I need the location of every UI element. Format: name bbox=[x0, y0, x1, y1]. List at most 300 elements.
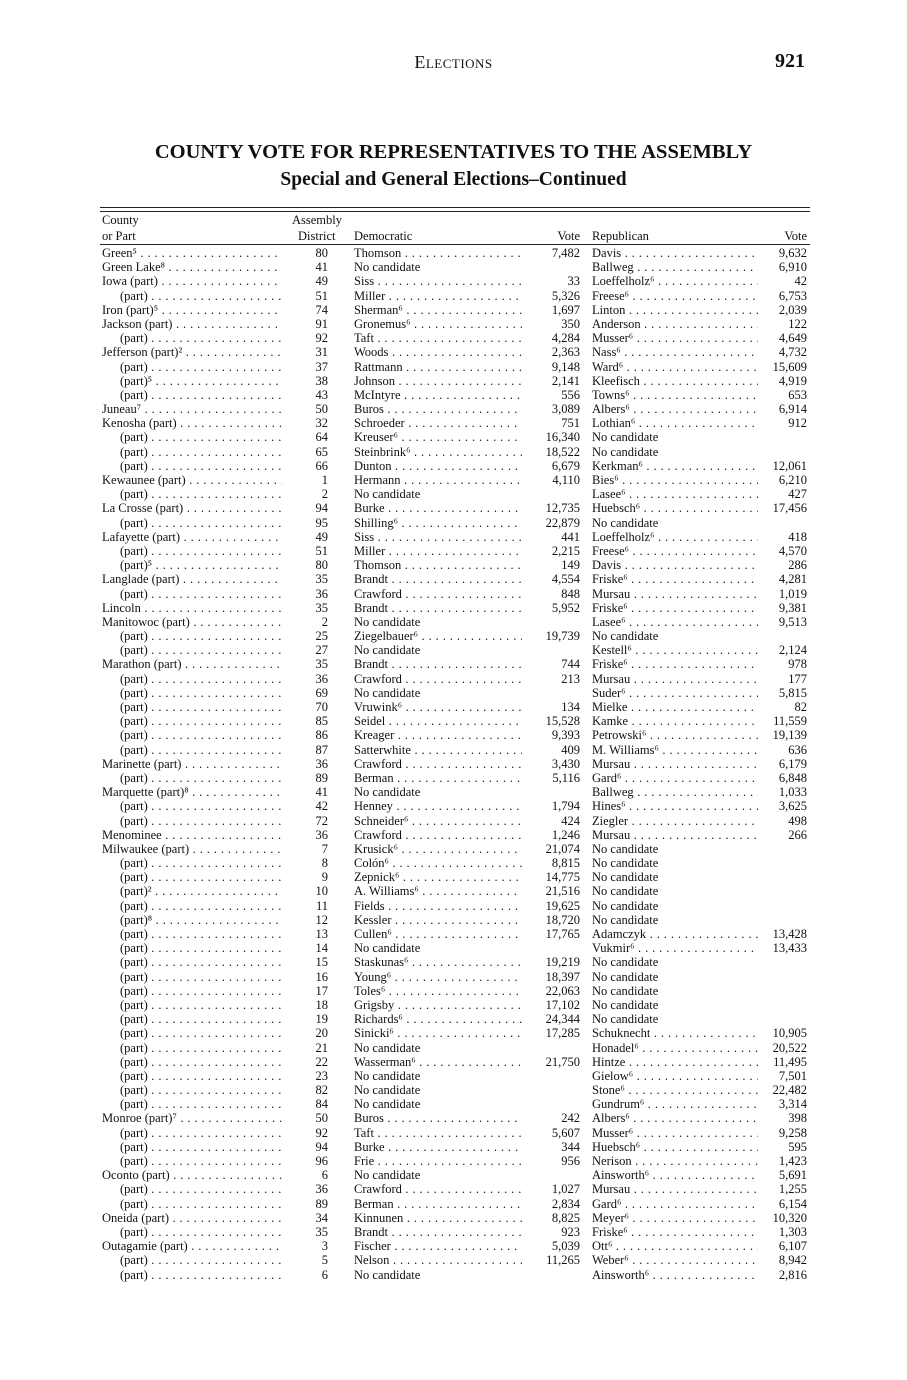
county-cell: Manitowoc (part) . . . bbox=[102, 615, 282, 629]
democratic-vote-cell: 11,265 bbox=[546, 1253, 580, 1268]
district-cell: 92 bbox=[315, 331, 328, 346]
democratic-vote-cell: 1,697 bbox=[551, 302, 580, 317]
republican-vote-cell: 2,039 bbox=[778, 302, 807, 317]
table-row bbox=[0, 501, 907, 515]
democratic-vote-cell: 3,089 bbox=[551, 402, 580, 417]
democratic-candidate-cell: No candidate bbox=[354, 487, 421, 502]
table-row bbox=[0, 1268, 907, 1282]
democratic-candidate-cell: Sherman⁶ . . . bbox=[354, 303, 522, 317]
democratic-candidate-cell: No candidate bbox=[354, 1083, 421, 1098]
republican-candidate-cell: Ziegler . . . bbox=[592, 814, 758, 828]
table-row bbox=[0, 430, 907, 444]
democratic-candidate-cell: Toles⁶ . . . bbox=[354, 984, 522, 998]
democratic-candidate-cell: Kreuser⁶ . . . bbox=[354, 430, 522, 444]
county-cell: Monroe (part)⁷ . . . bbox=[102, 1111, 282, 1125]
table-row bbox=[0, 799, 907, 813]
running-head bbox=[0, 50, 907, 76]
republican-candidate-cell: Gielow⁶ . . . bbox=[592, 1069, 758, 1083]
democratic-vote-cell: 16,340 bbox=[545, 430, 580, 445]
header-rep-vote: Vote bbox=[784, 229, 807, 243]
republican-vote-cell: 6,910 bbox=[778, 260, 807, 275]
democratic-vote-cell: 2,141 bbox=[551, 373, 580, 388]
table-row bbox=[0, 913, 907, 927]
header-dem-vote: Vote bbox=[557, 229, 580, 243]
table-row bbox=[0, 473, 907, 487]
democratic-candidate-cell: Seidel . . . bbox=[354, 714, 522, 728]
table-row bbox=[0, 459, 907, 473]
district-cell: 50 bbox=[315, 402, 328, 417]
table-row bbox=[0, 289, 907, 303]
table-row bbox=[0, 1154, 907, 1168]
democratic-vote-cell: 5,039 bbox=[551, 1239, 580, 1254]
table-row bbox=[0, 303, 907, 317]
republican-vote-cell: 6,154 bbox=[778, 1196, 807, 1211]
table-row bbox=[0, 643, 907, 657]
republican-vote-cell: 6,753 bbox=[778, 288, 807, 303]
district-cell: 8 bbox=[321, 856, 328, 871]
table-row bbox=[0, 998, 907, 1012]
republican-candidate-cell: Friske⁶ . . . bbox=[592, 1225, 758, 1239]
republican-candidate-cell: Davis . . . bbox=[592, 246, 758, 260]
republican-candidate-cell: Kleefisch . . . bbox=[592, 374, 758, 388]
republican-candidate-cell: Friske⁶ . . . bbox=[592, 657, 758, 671]
header-rule bbox=[100, 244, 810, 245]
table-row bbox=[0, 672, 907, 686]
district-cell: 1 bbox=[321, 473, 328, 487]
republican-candidate-cell: Weber⁶ . . . bbox=[592, 1253, 758, 1267]
democratic-candidate-cell: Dunton . . . bbox=[354, 459, 522, 473]
district-cell: 36 bbox=[315, 1182, 328, 1197]
page-title: COUNTY VOTE FOR REPRESENTATIVES TO THE ASSEMBLY bbox=[154, 141, 753, 163]
democratic-vote-cell: 2,834 bbox=[551, 1196, 580, 1211]
county-cell: (part) . . . bbox=[120, 899, 282, 913]
democratic-candidate-cell: Rattmann . . . bbox=[354, 360, 522, 374]
page-number: 921 bbox=[775, 50, 805, 72]
republican-candidate-cell: Hines⁶ . . . bbox=[592, 799, 758, 813]
district-cell: 35 bbox=[315, 1224, 328, 1239]
county-cell: Marathon (part) . . . bbox=[102, 657, 282, 671]
table-row bbox=[0, 899, 907, 913]
democratic-candidate-cell: Kessler . . . bbox=[354, 913, 522, 927]
democratic-candidate-cell: Buros . . . bbox=[354, 1111, 522, 1125]
republican-vote-cell: 22,482 bbox=[772, 1083, 807, 1098]
democratic-candidate-cell: Fields . . . bbox=[354, 899, 522, 913]
democratic-vote-cell: 22,879 bbox=[545, 515, 580, 530]
republican-vote-cell: 1,303 bbox=[778, 1224, 807, 1239]
democratic-candidate-cell: No candidate bbox=[354, 1267, 421, 1282]
democratic-candidate-cell: No candidate bbox=[354, 260, 421, 275]
democratic-candidate-cell: Crawford . . . bbox=[354, 757, 522, 771]
republican-vote-cell: 398 bbox=[788, 1111, 807, 1126]
district-cell: 17 bbox=[315, 983, 328, 998]
republican-candidate-cell: Ward⁶ . . . bbox=[592, 360, 758, 374]
democratic-vote-cell: 213 bbox=[561, 671, 580, 686]
district-cell: 34 bbox=[315, 1210, 328, 1225]
republican-candidate-cell: Lothian⁶ . . . bbox=[592, 416, 758, 430]
district-cell: 27 bbox=[315, 643, 328, 658]
county-cell: (part) . . . bbox=[120, 743, 282, 757]
republican-vote-cell: 3,314 bbox=[778, 1097, 807, 1112]
district-cell: 70 bbox=[315, 700, 328, 714]
republican-vote-cell: 42 bbox=[794, 274, 807, 289]
table-row bbox=[0, 714, 907, 728]
district-cell: 18 bbox=[315, 997, 328, 1012]
district-cell: 32 bbox=[315, 416, 328, 431]
democratic-candidate-cell: Berman . . . bbox=[354, 771, 522, 785]
republican-vote-cell: 286 bbox=[788, 558, 807, 573]
district-cell: 11 bbox=[315, 898, 328, 913]
republican-vote-cell: 5,815 bbox=[778, 685, 807, 700]
county-cell: Marquette (part)⁸ . . . bbox=[102, 785, 282, 799]
republican-vote-cell: 653 bbox=[788, 387, 807, 402]
republican-candidate-cell: Ainsworth⁶ . . . bbox=[592, 1168, 758, 1182]
district-cell: 36 bbox=[315, 671, 328, 686]
republican-vote-cell: 9,632 bbox=[778, 246, 807, 260]
county-cell: (part) . . . bbox=[120, 856, 282, 870]
table-row bbox=[0, 757, 907, 771]
table-row bbox=[0, 587, 907, 601]
democratic-vote-cell: 6,679 bbox=[551, 458, 580, 473]
table-row bbox=[0, 345, 907, 359]
democratic-candidate-cell: No candidate bbox=[354, 785, 421, 800]
county-cell: (part) . . . bbox=[120, 1140, 282, 1154]
democratic-candidate-cell: Brandt . . . bbox=[354, 601, 522, 615]
county-cell: (part) . . . bbox=[120, 955, 282, 969]
republican-candidate-cell: No candidate bbox=[592, 629, 659, 644]
republican-vote-cell: 4,570 bbox=[778, 543, 807, 558]
republican-candidate-cell: No candidate bbox=[592, 912, 659, 927]
county-cell: (part) . . . bbox=[120, 1026, 282, 1040]
table-row bbox=[0, 984, 907, 998]
district-cell: 65 bbox=[315, 444, 328, 459]
democratic-vote-cell: 424 bbox=[561, 813, 580, 828]
republican-vote-cell: 8,942 bbox=[778, 1253, 807, 1268]
republican-vote-cell: 11,559 bbox=[773, 714, 807, 729]
democratic-vote-cell: 8,815 bbox=[551, 856, 580, 871]
table-row bbox=[0, 615, 907, 629]
democratic-candidate-cell: Siss . . . bbox=[354, 530, 522, 544]
county-cell: (part)⁵ . . . bbox=[120, 374, 282, 388]
county-cell: (part) . . . bbox=[120, 1083, 282, 1097]
county-cell: (part) . . . bbox=[120, 970, 282, 984]
table-row bbox=[0, 1041, 907, 1055]
county-cell: (part) . . . bbox=[120, 714, 282, 728]
republican-vote-cell: 266 bbox=[788, 827, 807, 842]
republican-vote-cell: 427 bbox=[788, 487, 807, 502]
democratic-candidate-cell: Crawford . . . bbox=[354, 828, 522, 842]
republican-candidate-cell: No candidate bbox=[592, 856, 659, 871]
header-district: District bbox=[298, 229, 336, 243]
democratic-vote-cell: 923 bbox=[561, 1224, 580, 1239]
democratic-candidate-cell: Young⁶ . . . bbox=[354, 970, 522, 984]
democratic-candidate-cell: Wasserman⁶ . . . bbox=[354, 1055, 522, 1069]
district-cell: 25 bbox=[315, 629, 328, 644]
district-cell: 22 bbox=[315, 1054, 328, 1069]
district-cell: 16 bbox=[315, 969, 328, 984]
district-cell: 35 bbox=[315, 600, 328, 615]
table-row bbox=[0, 771, 907, 785]
table-row bbox=[0, 927, 907, 941]
democratic-vote-cell: 22,063 bbox=[545, 983, 580, 998]
democratic-candidate-cell: Buros . . . bbox=[354, 402, 522, 416]
district-cell: 80 bbox=[315, 246, 328, 260]
democratic-vote-cell: 21,074 bbox=[545, 841, 580, 856]
democratic-candidate-cell: No candidate bbox=[354, 614, 421, 629]
table-row bbox=[0, 487, 907, 501]
table-row bbox=[0, 445, 907, 459]
county-cell: (part) . . . bbox=[120, 870, 282, 884]
republican-candidate-cell: Linton . . . bbox=[592, 303, 758, 317]
district-cell: 38 bbox=[315, 373, 328, 388]
democratic-vote-cell: 4,554 bbox=[551, 572, 580, 587]
democratic-candidate-cell: Miller . . . bbox=[354, 289, 522, 303]
district-cell: 42 bbox=[315, 799, 328, 814]
democratic-candidate-cell: Kinnunen . . . bbox=[354, 1211, 522, 1225]
republican-candidate-cell: Davis . . . bbox=[592, 558, 758, 572]
header-or-part: or Part bbox=[102, 229, 136, 243]
democratic-vote-cell: 556 bbox=[561, 387, 580, 402]
top-rule-1 bbox=[100, 207, 810, 208]
table-row bbox=[0, 1069, 907, 1083]
district-cell: 2 bbox=[321, 487, 328, 502]
county-cell: (part) . . . bbox=[120, 487, 282, 501]
democratic-candidate-cell: Colón⁶ . . . bbox=[354, 856, 522, 870]
democratic-vote-cell: 9,148 bbox=[551, 359, 580, 374]
county-cell: (part) . . . bbox=[120, 1097, 282, 1111]
county-cell: (part) . . . bbox=[120, 459, 282, 473]
republican-vote-cell: 978 bbox=[788, 657, 807, 672]
table-row bbox=[0, 246, 907, 260]
democratic-candidate-cell: No candidate bbox=[354, 941, 421, 956]
county-cell: (part) . . . bbox=[120, 445, 282, 459]
republican-candidate-cell: Musser⁶ . . . bbox=[592, 331, 758, 345]
democratic-vote-cell: 5,326 bbox=[551, 288, 580, 303]
democratic-candidate-cell: No candidate bbox=[354, 1040, 421, 1055]
republican-vote-cell: 17,456 bbox=[772, 501, 807, 516]
district-cell: 84 bbox=[315, 1097, 328, 1112]
republican-candidate-cell: Mursau . . . bbox=[592, 757, 758, 771]
republican-vote-cell: 19,139 bbox=[772, 728, 807, 743]
table-row bbox=[0, 1211, 907, 1225]
county-cell: Jefferson (part)² . . . bbox=[102, 345, 282, 359]
republican-vote-cell: 636 bbox=[788, 742, 807, 757]
district-cell: 49 bbox=[315, 529, 328, 544]
republican-vote-cell: 20,522 bbox=[772, 1040, 807, 1055]
democratic-vote-cell: 4,284 bbox=[551, 331, 580, 346]
county-cell: (part) . . . bbox=[120, 728, 282, 742]
democratic-candidate-cell: Crawford . . . bbox=[354, 1182, 522, 1196]
county-cell: (part) . . . bbox=[120, 643, 282, 657]
county-cell: (part)⁵ . . . bbox=[120, 558, 282, 572]
democratic-vote-cell: 956 bbox=[561, 1154, 580, 1168]
county-cell: (part) . . . bbox=[120, 814, 282, 828]
table-row bbox=[0, 657, 907, 671]
republican-vote-cell: 6,914 bbox=[778, 402, 807, 417]
democratic-candidate-cell: No candidate bbox=[354, 1168, 421, 1183]
district-cell: 72 bbox=[315, 813, 328, 828]
democratic-candidate-cell: Frie . . . bbox=[354, 1154, 522, 1168]
county-cell: La Crosse (part) . . . bbox=[102, 501, 282, 515]
district-cell: 6 bbox=[321, 1267, 328, 1282]
district-cell: 66 bbox=[315, 458, 328, 473]
republican-candidate-cell: Ballweg . . . bbox=[592, 260, 758, 274]
county-cell: (part) . . . bbox=[120, 686, 282, 700]
county-cell: (part) . . . bbox=[120, 771, 282, 785]
table-row bbox=[0, 828, 907, 842]
republican-candidate-cell: Mielke . . . bbox=[592, 700, 758, 714]
county-cell: Oconto (part) . . . bbox=[102, 1168, 282, 1182]
democratic-candidate-cell: No candidate bbox=[354, 1068, 421, 1083]
district-cell: 5 bbox=[321, 1253, 328, 1268]
district-cell: 96 bbox=[315, 1154, 328, 1168]
democratic-vote-cell: 4,110 bbox=[552, 473, 580, 487]
table-row bbox=[0, 629, 907, 643]
republican-vote-cell: 3,625 bbox=[778, 799, 807, 814]
republican-candidate-cell: Mursau . . . bbox=[592, 587, 758, 601]
table-row bbox=[0, 686, 907, 700]
table-row bbox=[0, 388, 907, 402]
header-assembly: Assembly bbox=[292, 213, 342, 227]
democratic-vote-cell: 441 bbox=[561, 529, 580, 544]
democratic-candidate-cell: Nelson . . . bbox=[354, 1253, 522, 1267]
democratic-vote-cell: 5,952 bbox=[551, 600, 580, 615]
republican-candidate-cell: Lasee⁶ . . . bbox=[592, 615, 758, 629]
republican-candidate-cell: Ballweg . . . bbox=[592, 785, 758, 799]
republican-candidate-cell: Vukmir⁶ . . . bbox=[592, 941, 758, 955]
table-row bbox=[0, 1253, 907, 1267]
district-cell: 92 bbox=[315, 1125, 328, 1140]
county-cell: (part) . . . bbox=[120, 289, 282, 303]
republican-candidate-cell: No candidate bbox=[592, 515, 659, 530]
district-cell: 31 bbox=[315, 345, 328, 360]
county-cell: (part) . . . bbox=[120, 1041, 282, 1055]
table-row bbox=[0, 1083, 907, 1097]
democratic-candidate-cell: Richards⁶ . . . bbox=[354, 1012, 522, 1026]
democratic-candidate-cell: Vruwink⁶ . . . bbox=[354, 700, 522, 714]
county-cell: (part) . . . bbox=[120, 1197, 282, 1211]
democratic-candidate-cell: Taft . . . bbox=[354, 331, 522, 345]
district-cell: 49 bbox=[315, 274, 328, 289]
republican-candidate-cell: No candidate bbox=[592, 983, 659, 998]
democratic-vote-cell: 18,397 bbox=[545, 969, 580, 984]
democratic-vote-cell: 2,215 bbox=[551, 543, 580, 558]
county-cell: (part) . . . bbox=[120, 672, 282, 686]
republican-vote-cell: 6,107 bbox=[778, 1239, 807, 1254]
republican-candidate-cell: Adamczyk . . . bbox=[592, 927, 758, 941]
republican-vote-cell: 595 bbox=[788, 1139, 807, 1154]
district-cell: 94 bbox=[315, 1139, 328, 1154]
county-cell: (part) . . . bbox=[120, 799, 282, 813]
page-subtitle: Special and General Elections–Continued bbox=[280, 169, 627, 190]
republican-candidate-cell: Schuknecht . . . bbox=[592, 1026, 758, 1040]
republican-vote-cell: 4,649 bbox=[778, 331, 807, 346]
democratic-candidate-cell: No candidate bbox=[354, 685, 421, 700]
table-row bbox=[0, 1168, 907, 1182]
county-cell: (part) . . . bbox=[120, 629, 282, 643]
table-row bbox=[0, 317, 907, 331]
democratic-vote-cell: 15,528 bbox=[545, 714, 580, 729]
table-row bbox=[0, 1126, 907, 1140]
table-header bbox=[0, 213, 907, 245]
county-cell: Juneau⁷ . . . bbox=[102, 402, 282, 416]
district-cell: 85 bbox=[315, 714, 328, 729]
district-cell: 35 bbox=[315, 657, 328, 672]
republican-candidate-cell: No candidate bbox=[592, 898, 659, 913]
republican-vote-cell: 1,423 bbox=[778, 1154, 807, 1168]
top-rule-2 bbox=[100, 211, 810, 212]
republican-vote-cell: 1,019 bbox=[778, 586, 807, 601]
democratic-candidate-cell: Burke . . . bbox=[354, 1140, 522, 1154]
district-cell: 91 bbox=[315, 316, 328, 331]
democratic-candidate-cell: Brandt . . . bbox=[354, 1225, 522, 1239]
header-county: County bbox=[102, 213, 139, 227]
table-row bbox=[0, 1182, 907, 1196]
republican-candidate-cell: Honadel⁶ . . . bbox=[592, 1041, 758, 1055]
democratic-vote-cell: 751 bbox=[561, 416, 580, 431]
county-cell: (part) . . . bbox=[120, 587, 282, 601]
republican-candidate-cell: Freese⁶ . . . bbox=[592, 289, 758, 303]
democratic-candidate-cell: Schroeder . . . bbox=[354, 416, 522, 430]
democratic-vote-cell: 409 bbox=[561, 742, 580, 757]
table-row bbox=[0, 955, 907, 969]
democratic-candidate-cell: Burke . . . bbox=[354, 501, 522, 515]
table-row bbox=[0, 1197, 907, 1211]
table-row bbox=[0, 331, 907, 345]
democratic-vote-cell: 5,607 bbox=[551, 1125, 580, 1140]
district-cell: 13 bbox=[315, 927, 328, 941]
republican-vote-cell: 15,609 bbox=[772, 359, 807, 374]
district-cell: 89 bbox=[315, 770, 328, 785]
republican-candidate-cell: Kestell⁶ . . . bbox=[592, 643, 758, 657]
county-cell: Lincoln . . . bbox=[102, 601, 282, 615]
district-cell: 36 bbox=[315, 827, 328, 842]
republican-vote-cell: 1,255 bbox=[778, 1182, 807, 1197]
district-cell: 6 bbox=[321, 1168, 328, 1183]
democratic-candidate-cell: A. Williams⁶ . . . bbox=[354, 884, 522, 898]
table-row bbox=[0, 274, 907, 288]
county-cell: (part)² . . . bbox=[120, 884, 282, 898]
republican-vote-cell: 2,816 bbox=[778, 1267, 807, 1282]
republican-candidate-cell: Hintze . . . bbox=[592, 1055, 758, 1069]
democratic-candidate-cell: Brandt . . . bbox=[354, 657, 522, 671]
republican-vote-cell: 498 bbox=[788, 813, 807, 828]
table-row bbox=[0, 374, 907, 388]
republican-vote-cell: 13,428 bbox=[772, 927, 807, 941]
county-cell: (part) . . . bbox=[120, 544, 282, 558]
republican-vote-cell: 82 bbox=[794, 700, 807, 714]
democratic-vote-cell: 19,739 bbox=[545, 629, 580, 644]
district-cell: 82 bbox=[315, 1083, 328, 1098]
republican-candidate-cell: Stone⁶ . . . bbox=[592, 1083, 758, 1097]
table-row bbox=[0, 558, 907, 572]
republican-candidate-cell: No candidate bbox=[592, 870, 659, 885]
democratic-candidate-cell: Crawford . . . bbox=[354, 672, 522, 686]
county-cell: (part) . . . bbox=[120, 1253, 282, 1267]
district-cell: 69 bbox=[315, 685, 328, 700]
republican-vote-cell: 1,033 bbox=[778, 785, 807, 800]
democratic-candidate-cell: Fischer . . . bbox=[354, 1239, 522, 1253]
county-cell: (part) . . . bbox=[120, 388, 282, 402]
county-cell: (part) . . . bbox=[120, 927, 282, 941]
democratic-vote-cell: 12,735 bbox=[545, 501, 580, 516]
district-cell: 51 bbox=[315, 288, 328, 303]
republican-candidate-cell: Meyer⁶ . . . bbox=[592, 1211, 758, 1225]
democratic-candidate-cell: Shilling⁶ . . . bbox=[354, 516, 522, 530]
republican-vote-cell: 12,061 bbox=[772, 458, 807, 473]
democratic-vote-cell: 5,116 bbox=[552, 770, 580, 785]
republican-vote-cell: 11,495 bbox=[773, 1054, 807, 1069]
democratic-vote-cell: 33 bbox=[567, 274, 580, 289]
